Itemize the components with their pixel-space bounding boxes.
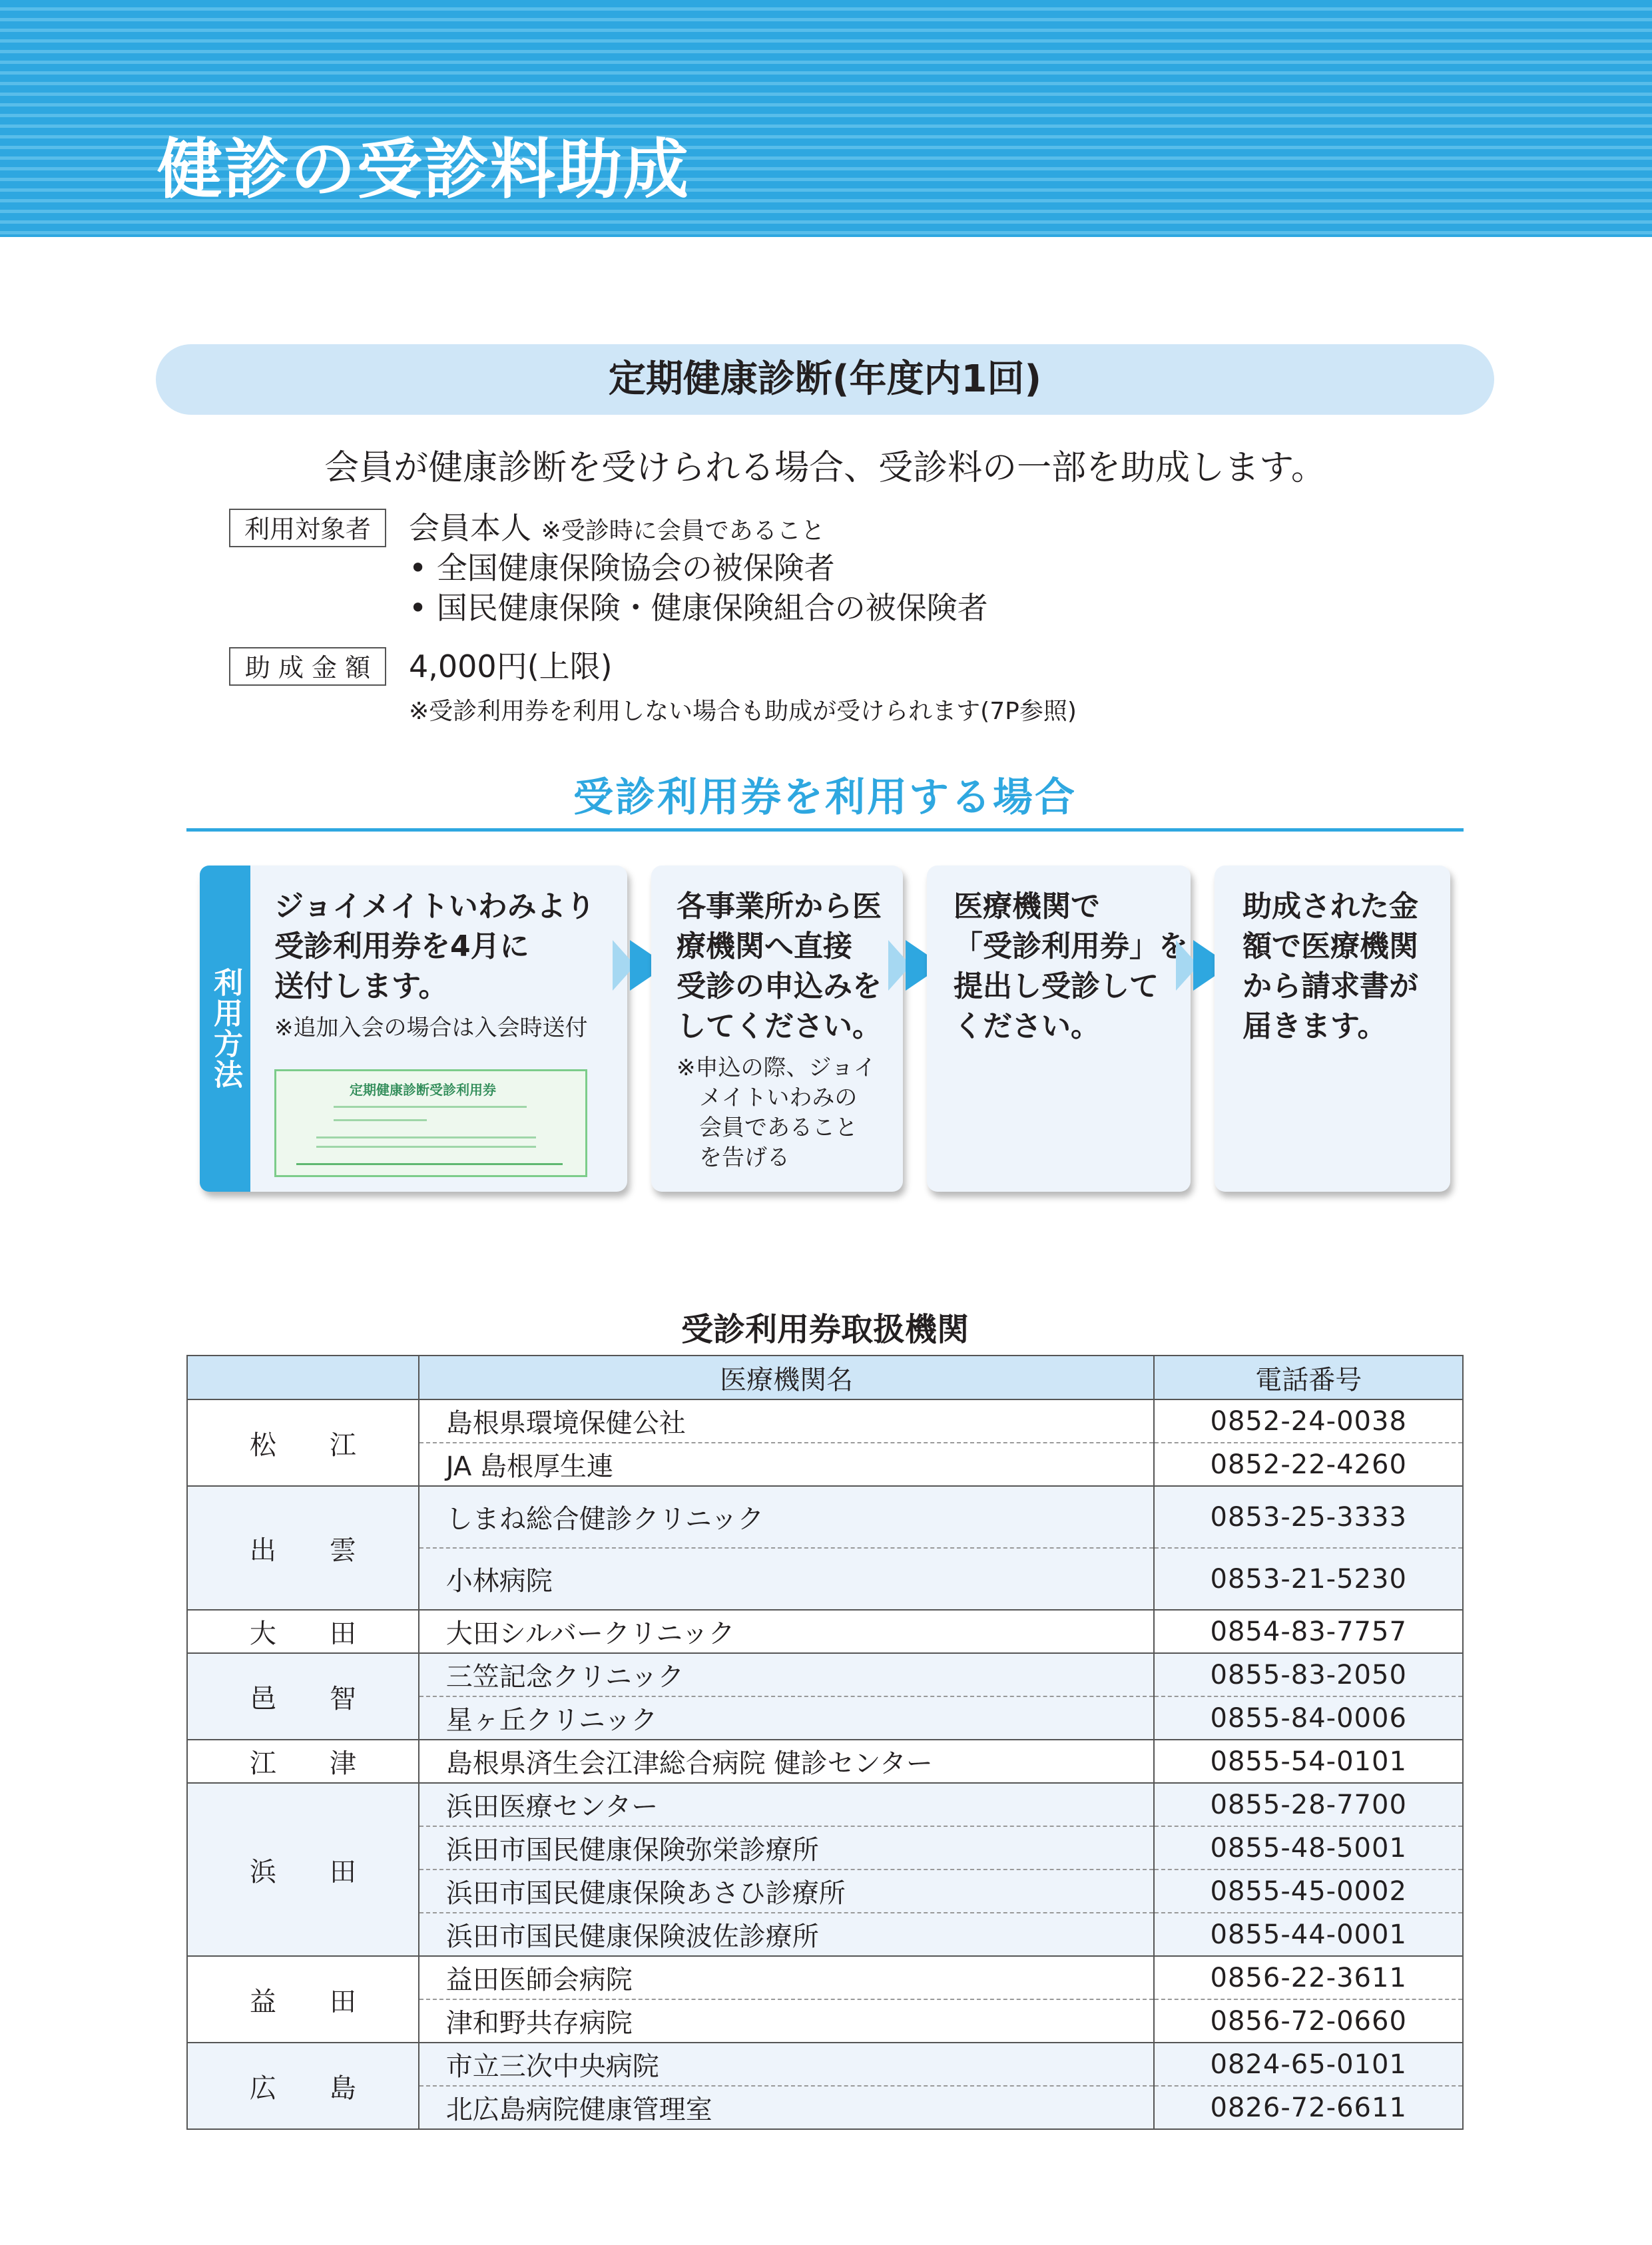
phone-number: 0853-25-3333 <box>1154 1486 1463 1548</box>
step-3-line: ください。 <box>954 1009 1100 1043</box>
step-4-line: 助成された金 <box>1242 889 1418 923</box>
institution-name: 島根県環境保健公社 <box>419 1399 1155 1443</box>
phone-number: 0855-48-5001 <box>1154 1826 1463 1870</box>
area-cell: 江津 <box>187 1740 419 1783</box>
phone-number: 0855-83-2050 <box>1154 1653 1463 1696</box>
area-cell: 邑智 <box>187 1653 419 1740</box>
table-row <box>187 1486 1463 1548</box>
method-label: 利用方法 <box>208 967 242 1090</box>
institution-name: 浜田市国民健康保険あさひ診療所 <box>419 1870 1155 1913</box>
institution-name: 津和野共存病院 <box>419 1999 1155 2043</box>
institution-name: JA 島根厚生連 <box>419 1443 1155 1486</box>
table-row <box>187 1783 1463 1826</box>
area-cell: 大田 <box>187 1610 419 1653</box>
step-1-line: 受診利用券を4月に <box>274 929 529 963</box>
institution-name: 浜田医療センター <box>419 1783 1155 1826</box>
area-cell: 浜田 <box>187 1783 419 1956</box>
ticket-line <box>296 1163 563 1165</box>
section-title: 定期健康診断(年度内1回) <box>608 358 1042 401</box>
area-cell: 松江 <box>187 1399 419 1486</box>
area-cell: 広島 <box>187 2043 419 2129</box>
institution-name: 大田シルバークリニック <box>419 1610 1155 1653</box>
phone-number: 0826-72-6611 <box>1154 2086 1463 2129</box>
eligibility-label: 利用対象者 <box>229 509 386 547</box>
header-phone: 電話番号 <box>1154 1356 1463 1399</box>
eligibility-main-text: 会員本人 <box>409 510 531 546</box>
step-3-line: 「受診利用券」を <box>954 929 1188 963</box>
ticket-line <box>334 1106 527 1108</box>
step-2-line: 療機関へ直接 <box>677 929 852 963</box>
intro-text: 会員が健康診断を受けられる場合、受診料の一部を助成します。 <box>324 448 1326 488</box>
phone-number: 0855-54-0101 <box>1154 1740 1463 1783</box>
eligibility-main <box>409 508 825 551</box>
institution-name: 北広島病院健康管理室 <box>419 2086 1155 2129</box>
phone-number: 0855-45-0002 <box>1154 1870 1463 1913</box>
institution-name: 小林病院 <box>419 1548 1155 1610</box>
ticket-line <box>316 1146 536 1148</box>
page-title: 健診の受診料助成 <box>157 132 690 208</box>
table-row <box>187 2043 1463 2086</box>
amount-value: 4,000円(上限) <box>409 648 613 684</box>
phone-number: 0853-21-5230 <box>1154 1548 1463 1610</box>
step-4-line: 額で医療機関 <box>1242 929 1418 963</box>
table-header-row <box>187 1356 1463 1399</box>
area-cell: 出雲 <box>187 1486 419 1610</box>
phone-number: 0855-84-0006 <box>1154 1696 1463 1740</box>
amount-label: 助 成 金 額 <box>229 647 386 686</box>
step-1-line: ジョイメイトいわみより <box>274 889 595 923</box>
institution-name: 益田医師会病院 <box>419 1956 1155 1999</box>
table-row <box>187 1399 1463 1443</box>
institution-name: 三笠記念クリニック <box>419 1653 1155 1696</box>
eligibility-item: • 国民健康保険・健康保険組合の被保険者 <box>409 590 988 626</box>
step-1-line: 送付します。 <box>274 969 448 1003</box>
phone-number: 0855-44-0001 <box>1154 1913 1463 1956</box>
institution-name: 浜田市国民健康保険弥栄診療所 <box>419 1826 1155 1870</box>
phone-number: 0856-22-3611 <box>1154 1956 1463 1999</box>
eligibility-main-note: ※受診時に会員であること <box>541 517 825 545</box>
phone-number: 0824-65-0101 <box>1154 2043 1463 2086</box>
step-2-note: ※申込の際、ジョイ <box>677 1055 876 1081</box>
institution-name: しまね総合健診クリニック <box>419 1486 1155 1548</box>
table-row <box>187 1956 1463 1999</box>
voucher-divider <box>186 828 1464 832</box>
area-cell: 益田 <box>187 1956 419 2043</box>
amount-note: ※受診利用券を利用しない場合も助成が受けられます(7P参照) <box>409 698 1077 725</box>
phone-number: 0855-28-7700 <box>1154 1783 1463 1826</box>
step-2-line: してください。 <box>677 1009 882 1043</box>
voucher-title: 受診利用券を利用する場合 <box>573 774 1077 821</box>
eligibility-item: • 全国健康保険協会の被保険者 <box>409 550 835 586</box>
table-title: 受診利用券取扱機関 <box>681 1311 969 1348</box>
step-2-line: 各事業所から医 <box>677 889 882 923</box>
table-row <box>187 1610 1463 1653</box>
institution-name: 星ヶ丘クリニック <box>419 1696 1155 1740</box>
step-2-note: を告げる <box>677 1144 790 1171</box>
step-3-line: 提出し受診して <box>954 969 1159 1003</box>
step-1-note: ※追加入会の場合は入会時送付 <box>274 1015 588 1041</box>
step-3-line: 医療機関で <box>954 889 1100 923</box>
step-2-line: 受診の申込みを <box>677 969 882 1003</box>
phone-number: 0852-22-4260 <box>1154 1443 1463 1486</box>
step-2-note: 会員であること <box>677 1115 858 1141</box>
ticket-line <box>334 1119 427 1121</box>
table-row <box>187 1653 1463 1696</box>
step-4-line: から請求書が <box>1242 969 1418 1003</box>
ticket-title: 定期健康診断受診利用券 <box>350 1082 496 1098</box>
voucher-ticket-image <box>274 1069 587 1177</box>
table-row <box>187 1740 1463 1783</box>
institution-table <box>186 1355 1464 2130</box>
phone-number: 0856-72-0660 <box>1154 1999 1463 2043</box>
step-4-line: 届きます。 <box>1242 1009 1387 1043</box>
step-2-note: メイトいわみの <box>677 1085 858 1111</box>
institution-name: 浜田市国民健康保険波佐診療所 <box>419 1913 1155 1956</box>
ticket-line <box>316 1136 536 1138</box>
institution-name: 市立三次中央病院 <box>419 2043 1155 2086</box>
phone-number: 0854-83-7757 <box>1154 1610 1463 1653</box>
header-name: 医療機関名 <box>419 1356 1155 1399</box>
header-area <box>187 1356 419 1399</box>
phone-number: 0852-24-0038 <box>1154 1399 1463 1443</box>
institution-name: 島根県済生会江津総合病院 健診センター <box>419 1740 1155 1783</box>
